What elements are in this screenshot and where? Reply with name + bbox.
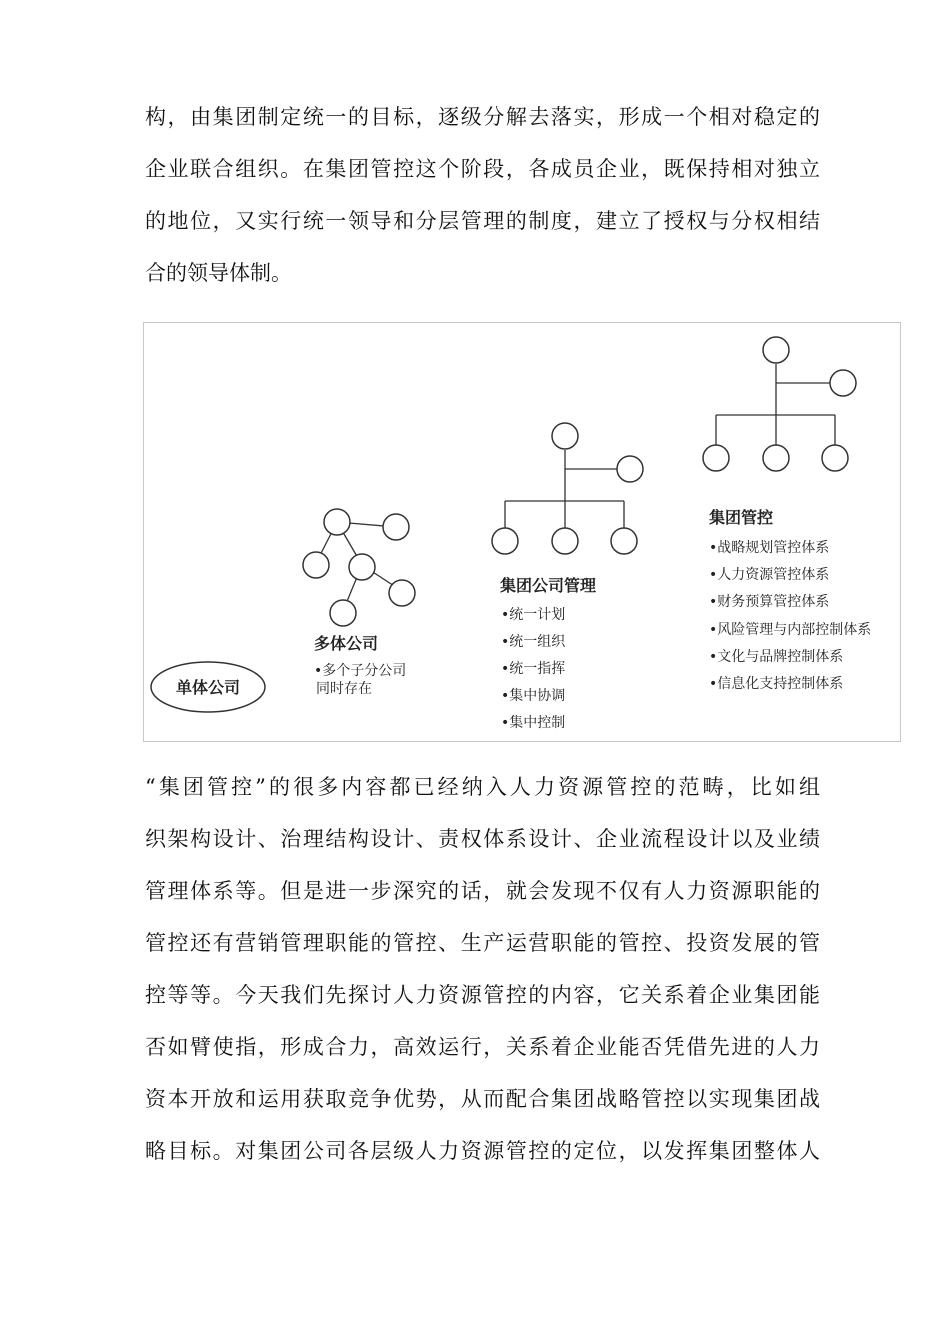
org-node: [349, 554, 375, 580]
multi-company-desc: 同时存在: [316, 681, 372, 697]
group-company-item: •统一指挥: [501, 661, 566, 677]
org-node: [492, 528, 518, 554]
group-control-item: •战略规划管控体系: [709, 540, 830, 556]
org-node: [763, 445, 789, 471]
org-node: [763, 337, 789, 363]
paragraph-line: 否如臂使指，形成合力，高效运行，关系着企业能否凭借先进的人力: [145, 1035, 822, 1059]
paragraph-line: 的地位，又实行统一领导和分层管理的制度，建立了授权与分权相结: [145, 209, 822, 233]
group-company-item: •统一组织: [501, 634, 566, 650]
paragraph-line: 管控还有营销管理职能的管控、生产运营职能的管控、投资发展的管: [145, 931, 822, 955]
org-node: [611, 528, 637, 554]
group-control-item: •信息化支持控制体系: [709, 676, 844, 692]
group-company-item: •统一计划: [501, 607, 566, 623]
group-company-item: •集中控制: [501, 715, 566, 731]
paragraph-line: 企业联合组织。在集团管控这个阶段，各成员企业，既保持相对独立: [145, 157, 822, 181]
multi-company-title: 多体公司: [314, 634, 379, 653]
group-control-evolution-figure: [143, 322, 901, 742]
paragraph-line: 控等等。今天我们先探讨人力资源管控的内容，它关系着企业集团能: [145, 983, 822, 1007]
org-node: [552, 423, 578, 449]
paragraph-2: [145, 774, 824, 1190]
paragraph-line: 资本开放和运用获取竞争优势，从而配合集团战略管控以实现集团战: [145, 1087, 822, 1111]
org-node: [303, 552, 329, 578]
paragraph-1: [145, 104, 820, 312]
org-node: [389, 580, 415, 606]
group-control-item: •财务预算管控体系: [709, 594, 830, 610]
group-control-item: •风险管理与内部控制体系: [709, 622, 872, 638]
paragraph-line: 管理体系等。但是进一步深究的话，就会发现不仅有人力资源职能的: [145, 879, 822, 903]
org-node: [330, 600, 356, 626]
multi-company-desc: •多个子分公司: [314, 663, 407, 679]
org-node: [830, 370, 856, 396]
group-company-title: 集团公司管理: [500, 576, 597, 595]
paragraph-line: 织架构设计、治理结构设计、责权体系设计、企业流程设计以及业绩: [145, 827, 822, 851]
org-node: [324, 509, 350, 535]
org-node: [703, 445, 729, 471]
paragraph-line: 构，由集团制定统一的目标，逐级分解去落实，形成一个相对稳定的: [145, 105, 822, 129]
group-control-item: •人力资源管控体系: [709, 567, 830, 583]
paragraph-line: 略目标。对集团公司各层级人力资源管控的定位，以发挥集团整体人: [145, 1139, 822, 1163]
single-company-label: 单体公司: [175, 678, 241, 697]
org-node: [617, 456, 643, 482]
org-node: [383, 514, 409, 540]
paragraph-line: “集团管控”的很多内容都已经纳入人力资源管控的范畴，比如组: [145, 775, 824, 799]
org-node: [552, 528, 578, 554]
paragraph-line: 合的领导体制。: [145, 261, 292, 285]
org-node: [822, 445, 848, 471]
group-company-item: •集中协调: [501, 688, 566, 704]
group-control-item: •文化与品牌控制体系: [709, 649, 844, 665]
group-control-title: 集团管控: [709, 508, 774, 527]
